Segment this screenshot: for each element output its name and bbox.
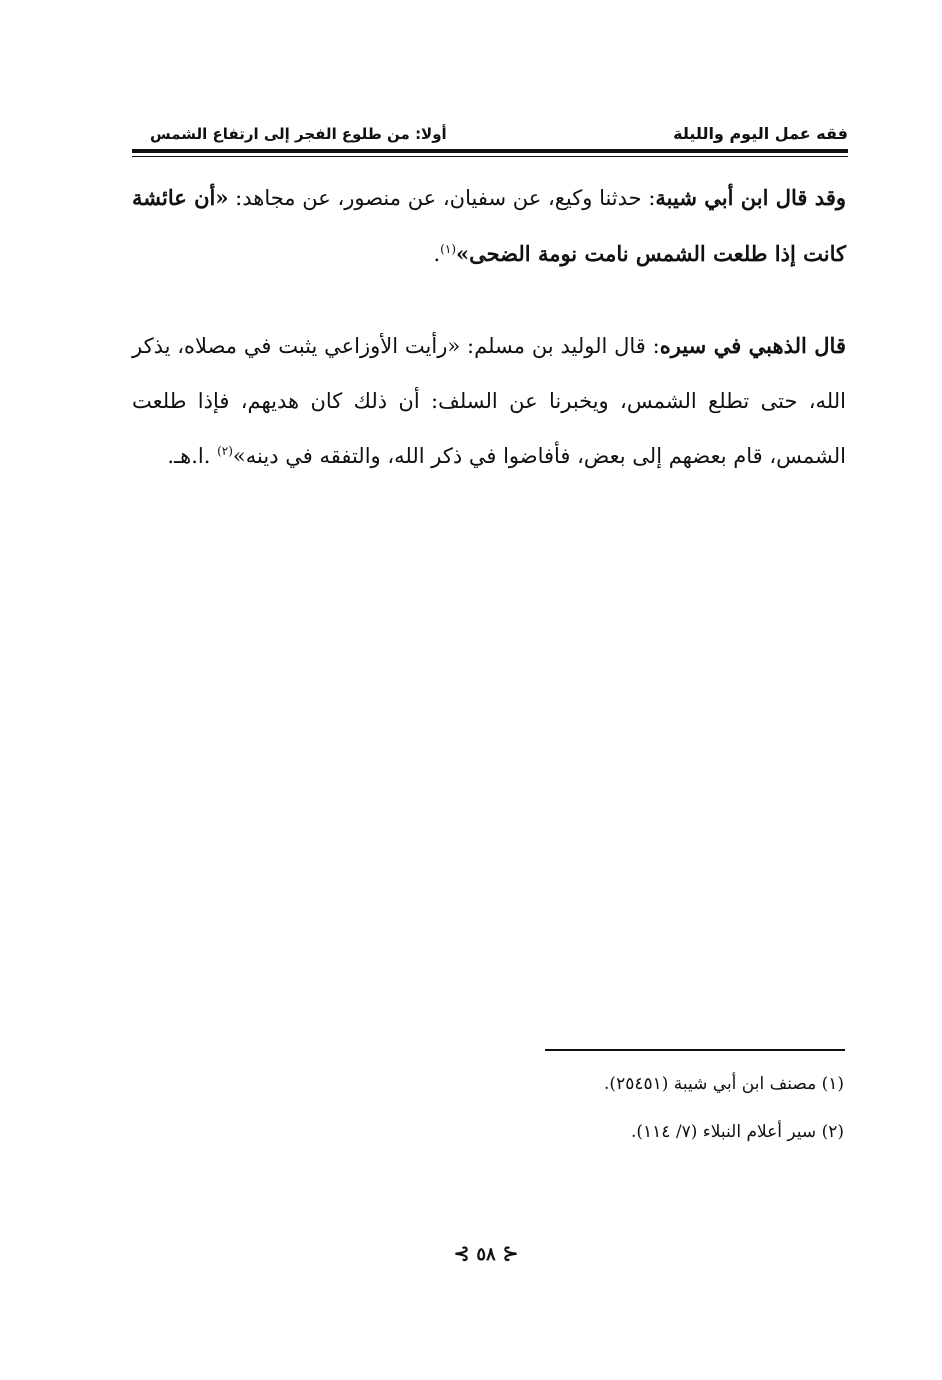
ornament-left-icon: ⊰ xyxy=(453,1241,471,1265)
paragraph-dhahabi xyxy=(132,318,846,484)
book-title: فقه عمل اليوم والليلة xyxy=(673,124,848,143)
sentence-end: .ا.هـ. xyxy=(167,444,218,468)
paragraph-intro: وقد قال ابن أبي شيبة xyxy=(655,185,846,210)
page-number-block xyxy=(440,1241,532,1265)
footnote-1: (١) مصنف ابن أبي شيبة (٢٥٤٥١). xyxy=(604,1074,844,1094)
paragraph-text: : قال الوليد بن مسلم: «رأيت الأوزاعي يثبت في مصلاه، يذكر الله، حتى تطلع الشمس، ويخبرنا عن السلف: أن ذلك كان هديهم، فإذا طلعت الشمس، قام بعضهم إلى بعض، فأفاضوا في ذكر الله، والتفقه في دينه» xyxy=(132,334,846,468)
sentence-end: . xyxy=(433,242,441,266)
footnote-2: (٢) سير أعلام النبلاء (٧/ ١١٤). xyxy=(631,1122,844,1142)
header-rule-thick xyxy=(132,149,848,153)
running-header xyxy=(132,116,848,150)
footnote-ref-1[interactable]: (١) xyxy=(440,242,456,256)
isnad-chain: : حدثنا وكيع، عن سفيان، عن منصور، عن مجاهد: xyxy=(228,186,656,210)
footnote-separator xyxy=(545,1049,845,1051)
footnote-ref-2[interactable]: (٢) xyxy=(217,444,233,458)
page-number: ٥٨ xyxy=(476,1244,496,1265)
chapter-title: أولا: من طلوع الفجر إلى ارتفاع الشمس xyxy=(150,125,447,143)
quote-text: «أن عائشة كانت إذا طلعت الشمس نامت نومة الضحى» xyxy=(132,185,846,266)
paragraph-intro: قال الذهبي في سيره xyxy=(659,333,846,358)
ornament-right-icon: ⊱ xyxy=(501,1241,519,1265)
header-rule-thin xyxy=(132,156,848,157)
paragraph-ibn-abi-shaybah xyxy=(132,170,846,282)
